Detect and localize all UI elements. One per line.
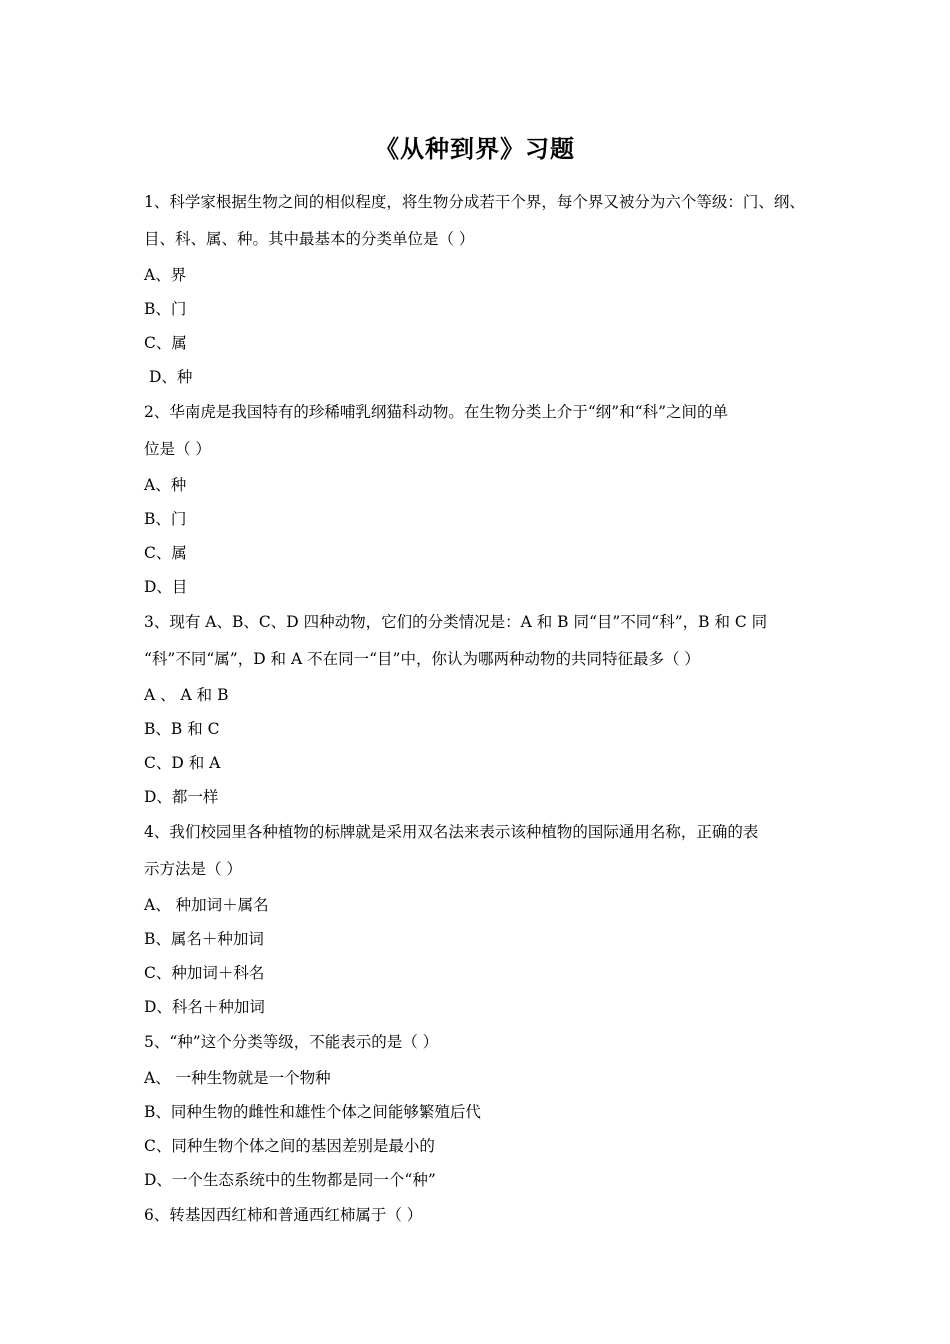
question-stem-line: 位是（ ）: [144, 440, 211, 458]
option-a: A、 一种生物就是一个物种: [144, 1069, 331, 1087]
question-stem: [144, 814, 824, 888]
question-1: [144, 184, 824, 394]
option-d: D、都一样: [144, 788, 219, 806]
question-6: [144, 1197, 824, 1234]
question-stem-line: 2、华南虎是我国特有的珍稀哺乳纲猫科动物。在生物分类上介于“纲”和“科”之间的单: [144, 403, 729, 421]
option-a: A、界: [144, 266, 187, 284]
question-5: [144, 1024, 824, 1197]
question-3: [144, 604, 824, 814]
question-stem: [144, 1024, 824, 1061]
option-d: D、一个生态系统中的生物都是同一个“种”: [144, 1171, 436, 1189]
option-c: C、种加词＋科名: [144, 964, 265, 982]
option-d: D、科名＋种加词: [144, 998, 265, 1016]
question-stem-line: 6、转基因西红柿和普通西红柿属于（ ）: [144, 1206, 423, 1224]
question-stem: [144, 184, 824, 258]
option-a: A、 种加词＋属名: [144, 896, 269, 914]
question-2: [144, 394, 824, 604]
question-list: [144, 184, 824, 1234]
question-stem: [144, 1197, 824, 1234]
option-c: C、属: [144, 334, 187, 352]
question-stem-line: 5、“种”这个分类等级，不能表示的是（ ）: [144, 1033, 439, 1051]
question-stem: [144, 394, 824, 468]
question-stem-line: 示方法是（ ）: [144, 860, 242, 878]
question-stem: [144, 604, 824, 678]
option-b: B、门: [144, 510, 187, 528]
option-b: B、同种生物的雌性和雄性个体之间能够繁殖后代: [144, 1103, 481, 1121]
page-title: 《从种到界》习题: [375, 134, 575, 163]
question-stem-line: 4、我们校园里各种植物的标牌就是采用双名法来表示该种植物的国际通用名称，正确的表: [144, 823, 759, 841]
option-b: B、门: [144, 300, 187, 318]
option-a: A、种: [144, 476, 187, 494]
question-stem-line: 3、现有 A、B、C、D 四种动物，它们的分类情况是：A 和 B 同“目”不同“科”，B 和 C 同: [144, 613, 768, 631]
option-b: B、属名＋种加词: [144, 930, 264, 948]
option-c: C、属: [144, 544, 187, 562]
question-4: [144, 814, 824, 1024]
option-d: D、目: [144, 578, 188, 596]
option-c: C、同种生物个体之间的基因差别是最小的: [144, 1137, 435, 1155]
question-stem-line: 1、科学家根据生物之间的相似程度，将生物分成若干个界，每个界又被分为六个等级：门、纲、: [144, 193, 805, 211]
option-c: C、D 和 A: [144, 754, 221, 772]
question-stem-line: 目、科、属、种。其中最基本的分类单位是（ ）: [144, 230, 475, 248]
option-a: A 、 A 和 B: [144, 686, 229, 704]
option-d: D、种: [149, 368, 193, 386]
question-stem-line: “科”不同“属”，D 和 A 不在同一“目”中，你认为哪两种动物的共同特征最多（ ）: [144, 650, 700, 668]
option-b: B、B 和 C: [144, 720, 220, 738]
